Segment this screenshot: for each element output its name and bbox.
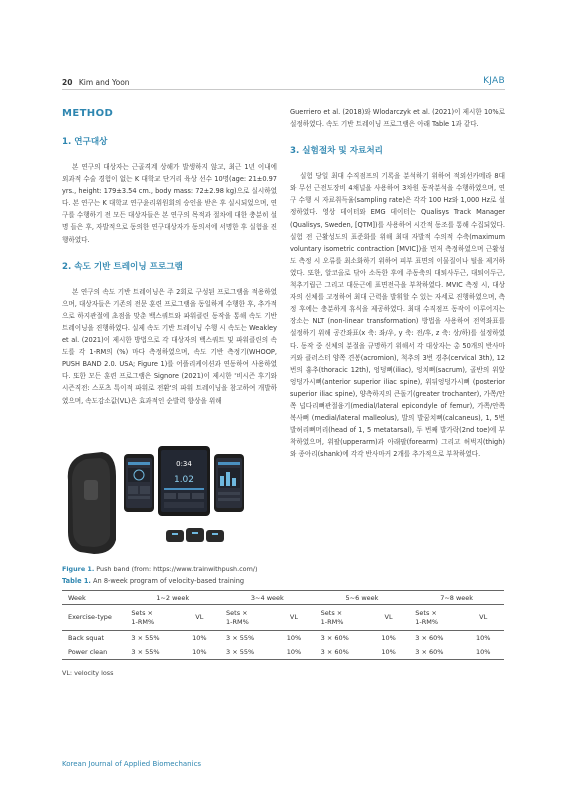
- table-cell: 10%: [381, 634, 396, 642]
- section1-paragraph: 본 연구의 대상자는 근골격계 상해가 발생하지 않고, 최근 1년 이내에 외과적 수술 경험이 없는 K 대학교 단거리 육상 선수 10명(age: 21±0.97 yrs., height: 179±3.54 cm., body mass: 72±2.98 kg)으로 실시하였다. 본 연구는 K 대학교 연구윤리위원회의 승인을 받은 후 실시되었으며, 연구를 수행하기 전 모든 대상자들은 본 연구의 목적과 절차에 대한 충분히 설명 들은 후, 자발적으로 동의한 연구대상자가 동의서에 서명한 후 실험을 진행하였다.: [62, 163, 277, 244]
- week-1-2: 1~2 week: [125, 591, 220, 605]
- table-cell: 3 × 60%: [315, 645, 368, 660]
- sets-header: Sets × 1-RM%: [315, 605, 368, 631]
- table-header-row-weeks: [62, 591, 504, 605]
- table-cell: 10%: [179, 645, 220, 660]
- method-heading: METHOD: [62, 108, 114, 119]
- push-band-device: [68, 452, 116, 554]
- tablet-time-readout: 0:34: [176, 460, 192, 468]
- header-rule: [62, 89, 505, 90]
- journal-abbreviation: KJAB: [483, 76, 505, 86]
- exercise-name: Back squat: [68, 634, 105, 642]
- figure-push-band-image: [62, 440, 277, 560]
- table-caption-text: An 8-week program of velocity-based training: [90, 577, 245, 585]
- table-cell: 3 × 60%: [415, 634, 444, 642]
- sets-header: Sets × 1-RM%: [409, 605, 462, 631]
- right-column: [290, 106, 505, 460]
- phone-right: [214, 454, 244, 512]
- table-header-row-measures: [62, 605, 504, 631]
- left-column: [62, 104, 277, 407]
- week-label: Week: [62, 591, 125, 605]
- sets-header: Sets × 1-RM%: [220, 605, 273, 631]
- vl-header: VL: [179, 605, 220, 631]
- tablet-value-readout: 1.02: [173, 475, 195, 485]
- push-band-pods: [166, 528, 224, 542]
- week-3-4: 3~4 week: [220, 591, 315, 605]
- table-caption: [62, 577, 244, 585]
- section3-heading: 3. 실험절차 및 자료처리: [290, 146, 383, 157]
- table-cell: 10%: [368, 645, 409, 660]
- table-note: VL: velocity loss: [62, 669, 114, 677]
- table-cell: 3 × 55%: [131, 634, 160, 642]
- table-cell: 10%: [286, 634, 302, 642]
- table-cell: 10%: [462, 645, 504, 660]
- journal-footer: Korean Journal of Applied Biomechanics: [62, 760, 202, 768]
- section1-heading: 1. 연구대상: [62, 137, 108, 147]
- authors: Kim and Yoon: [78, 78, 130, 87]
- table-row: [62, 631, 504, 646]
- table-cell: 10%: [192, 634, 207, 642]
- tablet: [158, 446, 210, 516]
- running-header: [62, 78, 130, 87]
- table-cell: 10%: [475, 634, 491, 642]
- table-cell: 3 × 55%: [226, 634, 255, 642]
- exercise-type-label: Exercise-type: [62, 605, 125, 631]
- exercise-name: Power clean: [62, 645, 125, 660]
- section3-paragraph: 실험 당일 최대 수직점프의 기록을 분석하기 위하여 적외선카메라 8대와 무선 근전도장비 4채널을 사용하여 3차원 동작분석을 수행하였으며, 연구 수행 시 자료취득율(sampling rate)은 각각 100 Hz와 1,000 Hz로 설정하였다. 영상 데이터와 EMG 데이터는 Qualisys Track Manager (Qualisys, Sweden, [QTM])를 사용하여 시간적 동조를 통해 수집되었다. 실험 전 근활성도의 표준화를 위해 최대 자발적 수의적 수축(maximum voluntary isometric contraction [MVIC])을 먼저 측정하였으며 근활성도 측정 시 오류를 최소화하기 위하여 피부 표면의 이물질이나 털을 제거하였다. 또한, 알코올로 닦아 소독한 후에 주동축의 대퇴사두근, 대퇴이두근, 척추기립근 그리고 대둔근에 표면전극을 부착하였다. MVIC 측정 시, 대상자의 신체를 고정하여 최대 근력을 발휘할 수 있는 자세로 진행하였으며, 측정 후에는 충분하게 휴식을 제공하였다. 최대 수직점프 동작이 이루어지는 장소는 NLT (non-linear transformation) 방법을 사용하여 전역좌표를 설정하기 위해 공간좌표(x 축: 좌/우, y 축: 전/후, z 축: 상/하)를 설정하였다. 동작 중 신체의 분절을 규명하기 위해서 각 대상자는 총 50개의 반사마커와 클러스터 양쪽 견봉(acromion), 척추의 3번 경추(cervical 3th), 12번의 흉추(thoracic 12th), 엉덩뼈(iliac), 엉치뼈(sacrum), 골반의 위앞엉덩가시뼈(anterior superior iliac spine), 위뒤엉덩가시뼈 (posterior superior iliac spine), 양측하지의 큰돌기(greater trochanter), 가쪽/안쪽 넙다리뼈관절융기(medial/lateral epicondyle of femur), 가쪽/안쪽 복사뼈 (medial/lateral malleolus), 발의 발꿈치뼈(calcaneus), 1, 5번 발허리뼈머리(head of 1, 5 metatarsal), 두 번째 발가락(2nd toe)에 부착하였으며, 위팔(upperarm)과 아래팔(forearm) 그리고 허벅지(thigh)와 종아리(shank)에 각각 반사마커 2개를 추가적으로 부착하였다.: [290, 172, 505, 459]
- vl-header: VL: [368, 605, 409, 631]
- week-7-8: 7~8 week: [409, 591, 504, 605]
- table-cell: 3 × 55%: [220, 645, 273, 660]
- table-cell: 3 × 60%: [320, 634, 349, 642]
- continuation-paragraph: Guerriero et al. (2018)와 Wlodarczyk et al. (2021)이 제시한 10%로 설정하였다. 속도 기반 트레이닝 프로그램은 아래 Table 1과 같다.: [290, 108, 505, 129]
- vl-header: VL: [462, 605, 504, 631]
- table-row: [62, 645, 504, 660]
- phone-left: [124, 454, 154, 512]
- section2-paragraph: 본 연구의 속도 기반 트레이닝은 주 2회로 구성된 프로그램을 적용하였으며, 대상자들은 기존의 전문 훈련 프로그램을 동일하게 수행한 후, 추가적으로 하지관절에 초점을 맞춘 백스쿼트와 파워클린 동작을 통해 속도 기반 트레이닝을 진행하였다. 실제 속도 기반 트레이닝 수행 시 속도는 Weakley et al. (2021)이 제시한 방법으로 각 대상자의 백스쿼트 및 파워클린의 속도를 각 1-RM의 (%) 마다 측정하였으며, 속도 기반 측정기(WHOOP, PUSH BAND 2.0. USA; Figure 1)를 어플리케이션과 연동하여 사용하였다. 또한 모든 훈련 프로그램은 Signore (2021)이 제시한 '비시즌 후기와 시즌직전: 스포츠 특이적 파워로 전환'의 파워 트레이닝을 참고하여 개발하였으며, 속도감소값(VL)은 효과적인 순발력 향상을 위해: [62, 287, 277, 405]
- program-table: [62, 590, 504, 660]
- table-cell: 3 × 60%: [409, 645, 462, 660]
- week-5-6: 5~6 week: [315, 591, 410, 605]
- table-cell: 3 × 55%: [125, 645, 178, 660]
- figure-caption-text: Push band (from: https://www.trainwithpush.com/): [94, 565, 258, 573]
- table-cell: 10%: [273, 645, 314, 660]
- page-number: 20: [62, 78, 73, 87]
- vl-header: VL: [273, 605, 314, 631]
- section2-heading: 2. 속도 기반 트레이닝 프로그램: [62, 261, 183, 272]
- table-caption-label: Table 1.: [62, 577, 91, 585]
- figure-caption: [62, 565, 257, 573]
- sets-header: Sets × 1-RM%: [125, 605, 178, 631]
- figure-caption-label: Figure 1.: [62, 565, 95, 573]
